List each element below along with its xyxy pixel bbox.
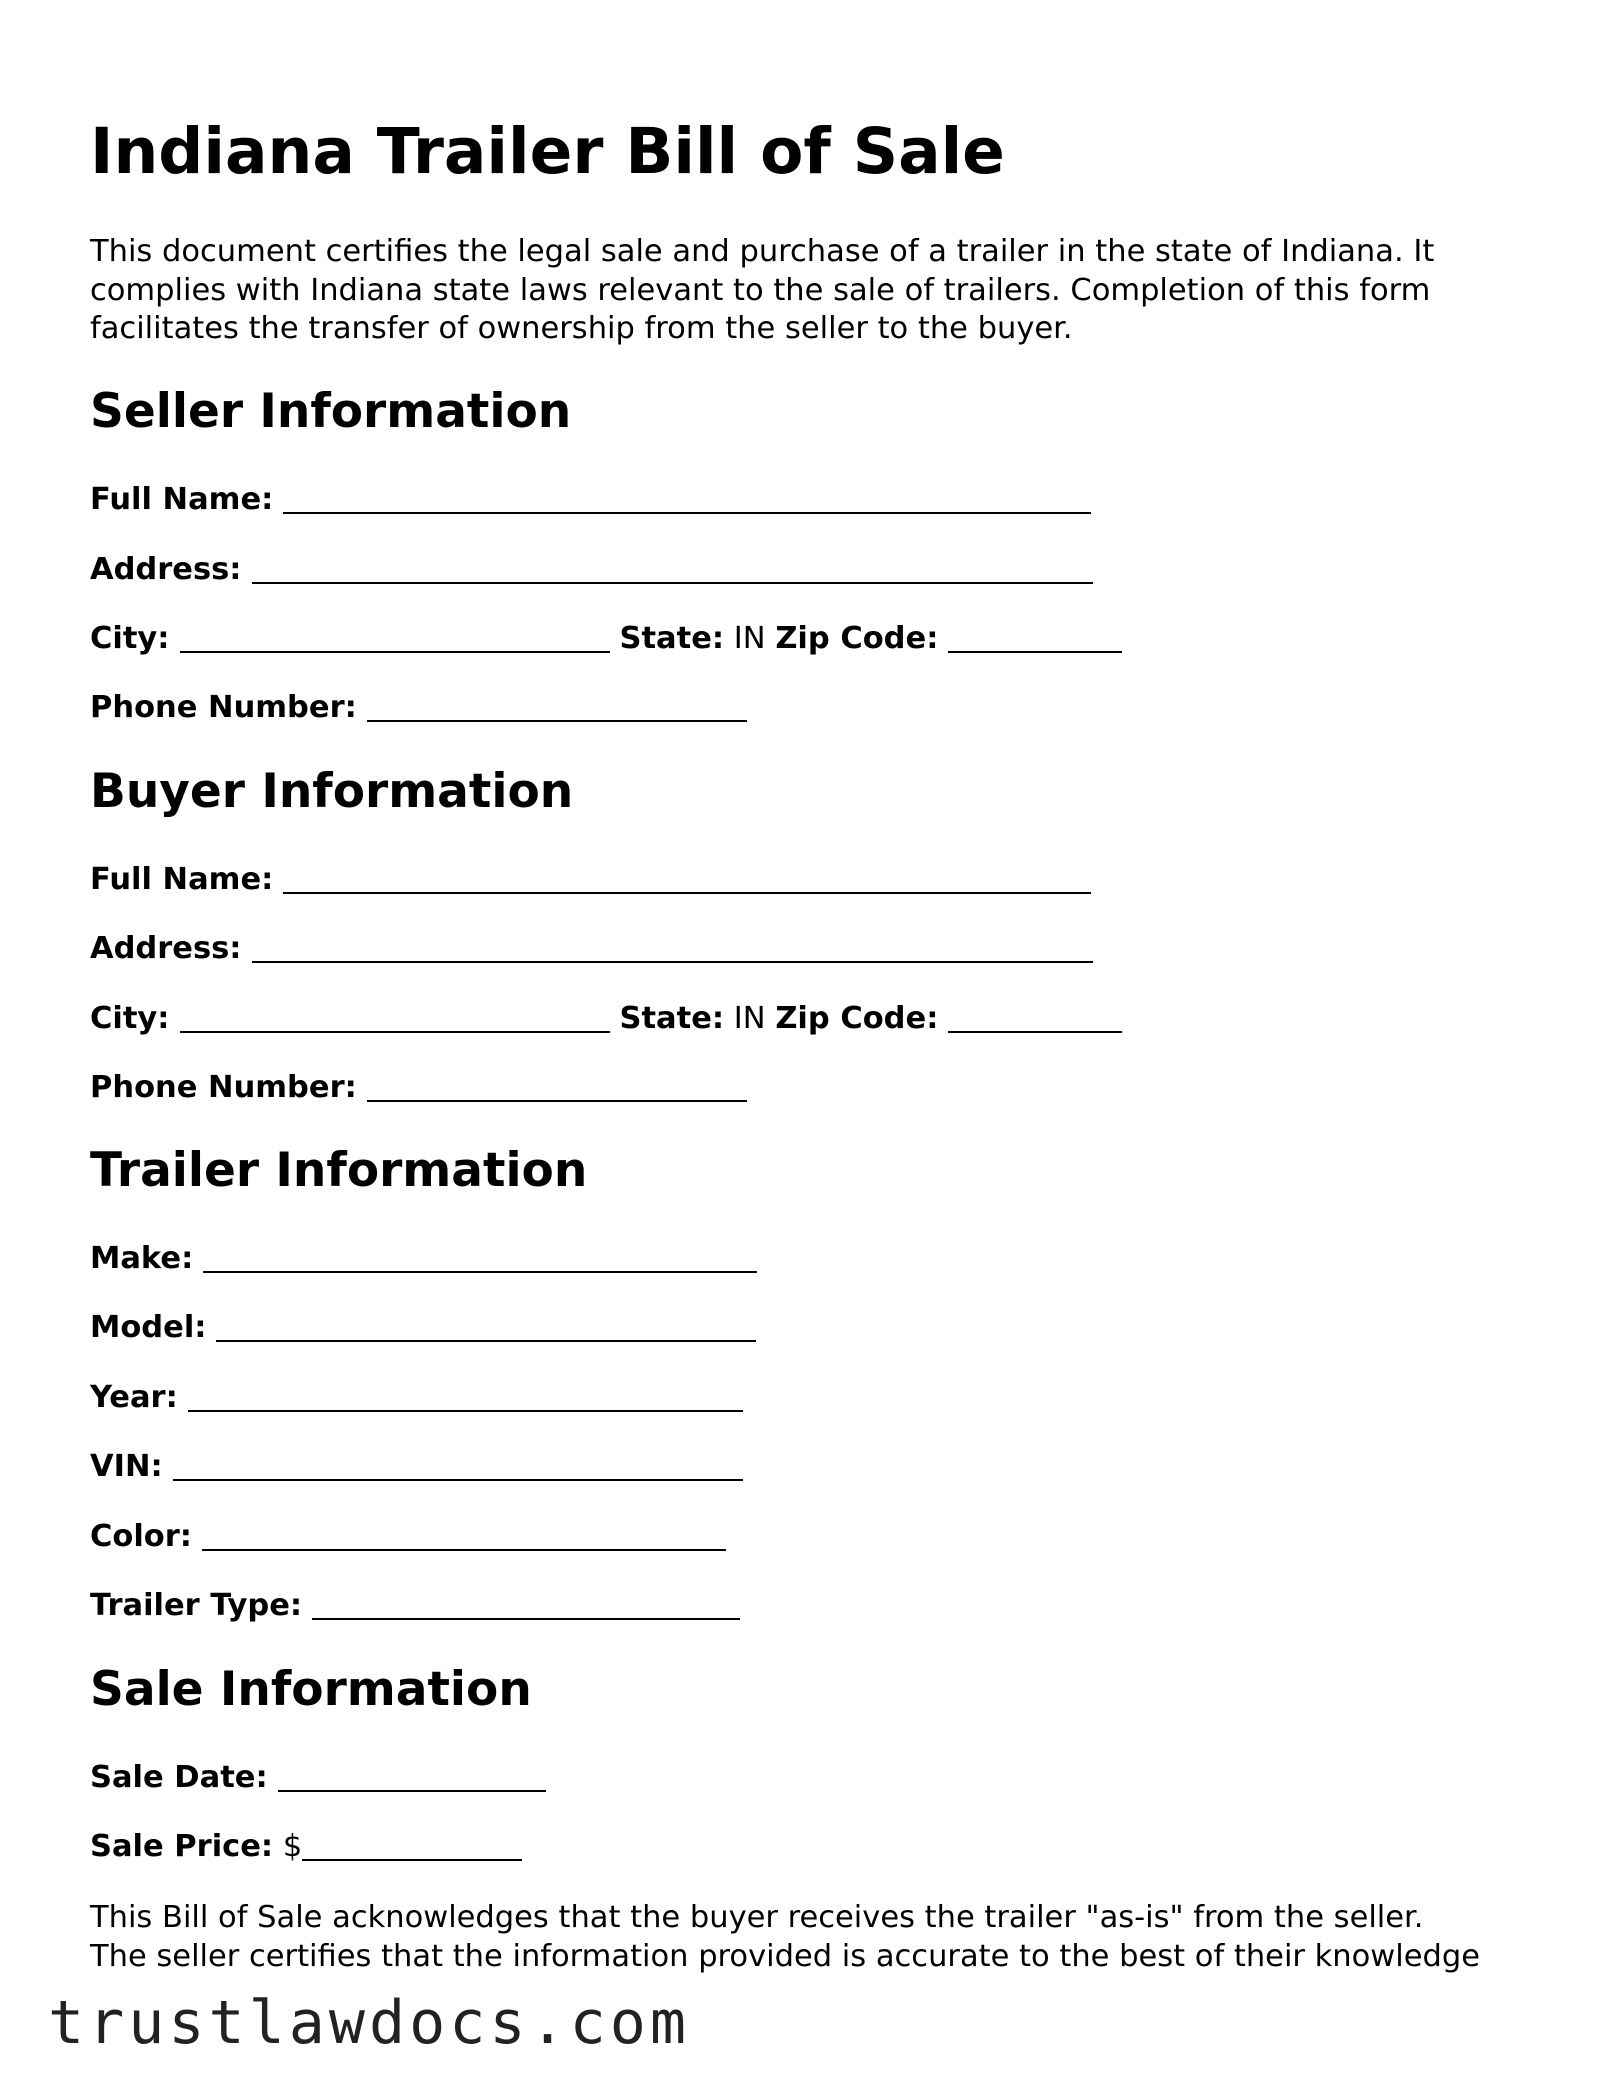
- trailer-model-label: Model:: [90, 1310, 207, 1345]
- buyer-phone-label: Phone Number:: [90, 1070, 357, 1105]
- trailer-vin-blank[interactable]: [173, 1451, 743, 1481]
- sale-heading: Sale Information: [90, 1662, 532, 1717]
- sale-date-field: [90, 1756, 546, 1800]
- buyer-city-blank[interactable]: [180, 1003, 610, 1033]
- trailer-type-label: Trailer Type:: [90, 1588, 303, 1623]
- buyer-zip-blank[interactable]: [948, 1003, 1122, 1033]
- seller-address-label: Address:: [90, 552, 242, 587]
- buyer-address-field: [90, 927, 1093, 971]
- page-title: Indiana Trailer Bill of Sale: [90, 115, 1005, 188]
- intro-line: complies with Indiana state laws relevant to the sale of trailers. Completion of this form: [90, 272, 1431, 308]
- buyer-full-name-field: [90, 858, 1091, 902]
- sale-price-field: [90, 1825, 522, 1869]
- sale-date-blank[interactable]: [278, 1762, 546, 1792]
- trailer-make-field: [90, 1237, 757, 1281]
- seller-zip-blank[interactable]: [948, 623, 1122, 653]
- seller-phone-blank[interactable]: [367, 692, 747, 722]
- trailer-color-field: [90, 1515, 726, 1559]
- watermark: trustlawdocs.com: [48, 1988, 690, 2058]
- intro-paragraph: [90, 233, 1550, 349]
- trailer-year-field: [90, 1376, 743, 1420]
- trailer-make-label: Make:: [90, 1241, 194, 1276]
- trailer-type-blank[interactable]: [312, 1590, 740, 1620]
- seller-phone-field: [90, 686, 747, 730]
- buyer-phone-field: [90, 1066, 747, 1110]
- buyer-phone-blank[interactable]: [367, 1072, 747, 1102]
- trailer-vin-field: [90, 1445, 743, 1489]
- buyer-address-blank[interactable]: [252, 933, 1093, 963]
- seller-address-blank[interactable]: [252, 554, 1093, 584]
- trailer-year-blank[interactable]: [188, 1382, 743, 1412]
- buyer-state-label: State:: [619, 1001, 725, 1036]
- seller-city-state-zip-field: [90, 617, 1122, 661]
- buyer-city-label: City:: [90, 1001, 170, 1036]
- trailer-type-field: [90, 1584, 740, 1628]
- buyer-full-name-label: Full Name:: [90, 862, 274, 897]
- seller-full-name-field: [90, 478, 1091, 522]
- sale-date-label: Sale Date:: [90, 1760, 268, 1795]
- seller-city-label: City:: [90, 621, 170, 656]
- seller-address-field: [90, 548, 1093, 592]
- sale-price-label: Sale Price:: [90, 1829, 274, 1864]
- seller-full-name-label: Full Name:: [90, 482, 274, 517]
- sale-price-blank[interactable]: [302, 1831, 522, 1861]
- trailer-heading: Trailer Information: [90, 1143, 588, 1198]
- closing-line: This Bill of Sale acknowledges that the buyer receives the trailer "as-is" from the seller.: [90, 1900, 1424, 1935]
- trailer-model-field: [90, 1306, 756, 1350]
- buyer-state-value: IN: [733, 1001, 766, 1036]
- trailer-color-blank[interactable]: [202, 1521, 726, 1551]
- buyer-address-label: Address:: [90, 931, 242, 966]
- seller-phone-label: Phone Number:: [90, 690, 357, 725]
- buyer-zip-label: Zip Code:: [775, 1001, 939, 1036]
- closing-line: The seller certifies that the information provided is accurate to the best of their knowledge: [90, 1938, 1480, 1974]
- intro-line: This document certifies the legal sale and purchase of a trailer in the state of Indiana. It: [90, 234, 1435, 269]
- trailer-make-blank[interactable]: [203, 1243, 757, 1273]
- seller-full-name-blank[interactable]: [283, 484, 1091, 514]
- trailer-model-blank[interactable]: [216, 1312, 756, 1342]
- buyer-heading: Buyer Information: [90, 764, 574, 819]
- buyer-full-name-blank[interactable]: [283, 864, 1091, 894]
- buyer-city-state-zip-field: [90, 997, 1122, 1041]
- trailer-vin-label: VIN:: [90, 1449, 163, 1484]
- seller-heading: Seller Information: [90, 384, 572, 439]
- closing-paragraph: [90, 1899, 1560, 1976]
- intro-line: facilitates the transfer of ownership from the seller to the buyer.: [90, 311, 1073, 346]
- seller-zip-label: Zip Code:: [775, 621, 939, 656]
- trailer-color-label: Color:: [90, 1519, 192, 1554]
- seller-city-blank[interactable]: [180, 623, 610, 653]
- seller-state-value: IN: [733, 621, 766, 656]
- trailer-year-label: Year:: [90, 1380, 178, 1415]
- currency-symbol: $: [282, 1829, 303, 1864]
- seller-state-label: State:: [619, 621, 725, 656]
